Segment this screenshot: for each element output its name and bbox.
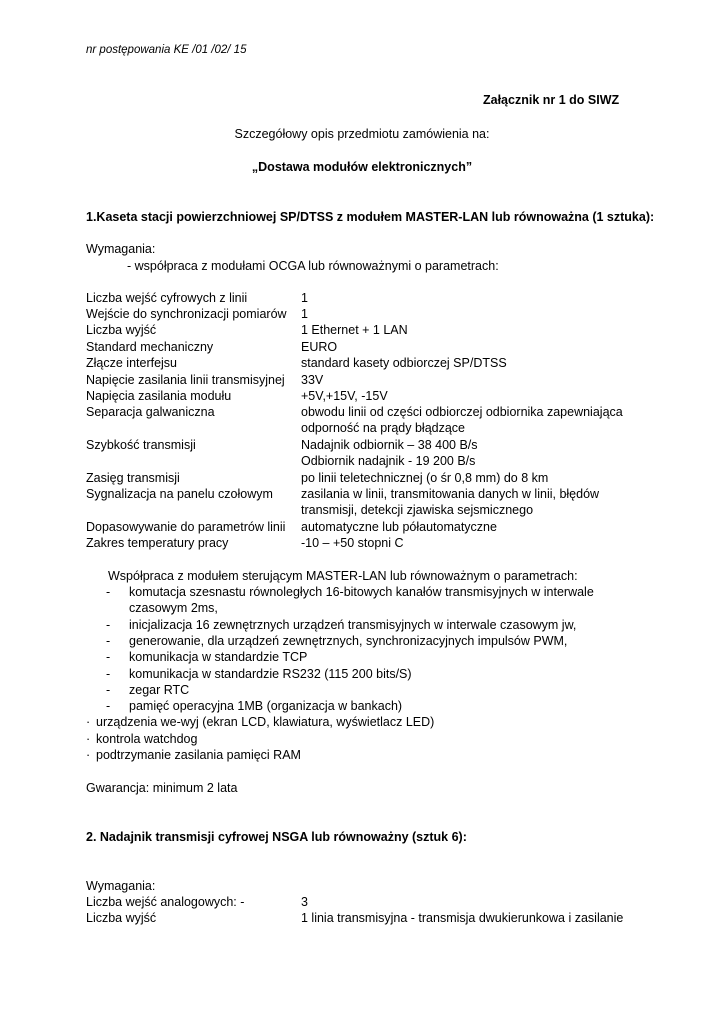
master-lan-intro: Współpraca z modułem sterującym MASTER-LAN lub równoważnym o parametrach: — [108, 569, 578, 583]
dash-bullet: - — [106, 683, 111, 697]
spec-label: Zakres temperatury pracy — [86, 536, 229, 550]
spec-label: Standard mechaniczny — [86, 340, 214, 354]
spec-label: Liczba wyjść — [86, 911, 157, 925]
spec-value: po linii teletechnicznej (o śr 0,8 mm) do 8 km — [301, 471, 549, 485]
spec-label: Sygnalizacja na panelu czołowym — [86, 487, 273, 501]
dot-bullet: · — [86, 748, 91, 762]
spec-value: 3 — [301, 895, 308, 909]
case-number: nr postępowania KE /01 /02/ 15 — [86, 44, 247, 56]
section1-requirements-label: Wymagania: — [86, 242, 156, 256]
spec-value-continued: odporność na prądy błądzące — [301, 421, 466, 435]
spec-value: automatyczne lub półautomatyczne — [301, 520, 497, 534]
dot-bullet: · — [86, 732, 91, 746]
spec-label: Napięcia zasilania modułu — [86, 389, 232, 403]
spec-label: Liczba wyjść — [86, 323, 157, 337]
document-title: „Dostawa modułów elektronicznych” — [251, 160, 473, 174]
spec-label: Zasięg transmisji — [86, 471, 180, 485]
spec-value-continued: Odbiornik nadajnik - 19 200 B/s — [301, 454, 476, 468]
section1-requirements-note: - współpraca z modułami OCGA lub równoważnymi o parametrach: — [127, 259, 499, 273]
dash-bullet: - — [106, 618, 111, 632]
dash-bullet: - — [106, 634, 111, 648]
spec-label: Złącze interfejsu — [86, 356, 178, 370]
list-item-text: generowanie, dla urządzeń zewnętrznych, synchronizacyjnych impulsów PWM, — [129, 634, 568, 648]
spec-value: obwodu linii od części odbiorczej odbiornika zapewniająca — [301, 405, 623, 419]
spec-value: 1 — [301, 307, 308, 321]
list-item-text: komunikacja w standardzie TCP — [129, 650, 308, 664]
list-item-text: komutacja szesnastu równoległych 16-bitowych kanałów transmisyjnych w interwale — [129, 585, 594, 599]
list-item-text: pamięć operacyjna 1MB (organizacja w bankach) — [129, 699, 403, 713]
warranty-text: Gwarancja: minimum 2 lata — [86, 781, 238, 795]
spec-value: 1 — [301, 291, 308, 305]
spec-value: zasilania w linii, transmitowania danych w linii, błędów — [301, 487, 600, 501]
spec-value: standard kasety odbiorczej SP/DTSS — [301, 356, 507, 370]
section1-heading: 1.Kaseta stacji powierzchniowej SP/DTSS z modułem MASTER-LAN lub równoważna (1 sztuka): — [86, 210, 655, 224]
spec-label: Liczba wejść analogowych: - — [86, 895, 245, 909]
spec-value: +5V,+15V, -15V — [301, 389, 388, 403]
spec-label: Liczba wejść cyfrowych z linii — [86, 291, 248, 305]
section2-heading: 2. Nadajnik transmisji cyfrowej NSGA lub równoważny (sztuk 6): — [86, 830, 467, 844]
list-item-text: urządzenia we-wyj (ekran LCD, klawiatura, wyświetlacz LED) — [96, 715, 435, 729]
spec-value: Nadajnik odbiornik – 38 400 B/s — [301, 438, 478, 452]
document-subtitle: Szczegółowy opis przedmiotu zamówienia na: — [234, 127, 490, 141]
section2-requirements-label: Wymagania: — [86, 879, 156, 893]
spec-label: Wejście do synchronizacji pomiarów — [86, 307, 287, 321]
list-item-text: podtrzymanie zasilania pamięci RAM — [96, 748, 301, 762]
spec-label: Separacja galwaniczna — [86, 405, 215, 419]
spec-value: EURO — [301, 340, 338, 354]
dash-bullet: - — [106, 699, 111, 713]
dot-bullet: · — [86, 715, 91, 729]
attachment-label: Załącznik nr 1 do SIWZ — [483, 93, 620, 107]
spec-label: Szybkość transmisji — [86, 438, 196, 452]
list-item-text: komunikacja w standardzie RS232 (115 200 bits/S) — [129, 667, 412, 681]
spec-value: 1 linia transmisyjna - transmisja dwukierunkowa i zasilanie — [301, 911, 624, 925]
dash-bullet: - — [106, 585, 111, 599]
spec-label: Dopasowywanie do parametrów linii — [86, 520, 286, 534]
list-item-text: inicjalizacja 16 zewnętrznych urządzeń transmisyjnych w interwale czasowym jw, — [129, 618, 577, 632]
list-item-text: zegar RTC — [129, 683, 190, 697]
dash-bullet: - — [106, 667, 111, 681]
spec-value: -10 – +50 stopni C — [301, 536, 404, 550]
spec-value-continued: transmisji, detekcji zjawiska sejsmicznego — [301, 503, 534, 517]
dash-bullet: - — [106, 650, 111, 664]
spec-label: Napięcie zasilania linii transmisyjnej — [86, 373, 285, 387]
list-item-text: kontrola watchdog — [96, 732, 198, 746]
spec-value: 33V — [301, 373, 324, 387]
spec-value: 1 Ethernet + 1 LAN — [301, 323, 408, 337]
list-item-continued: czasowym 2ms, — [129, 601, 218, 615]
